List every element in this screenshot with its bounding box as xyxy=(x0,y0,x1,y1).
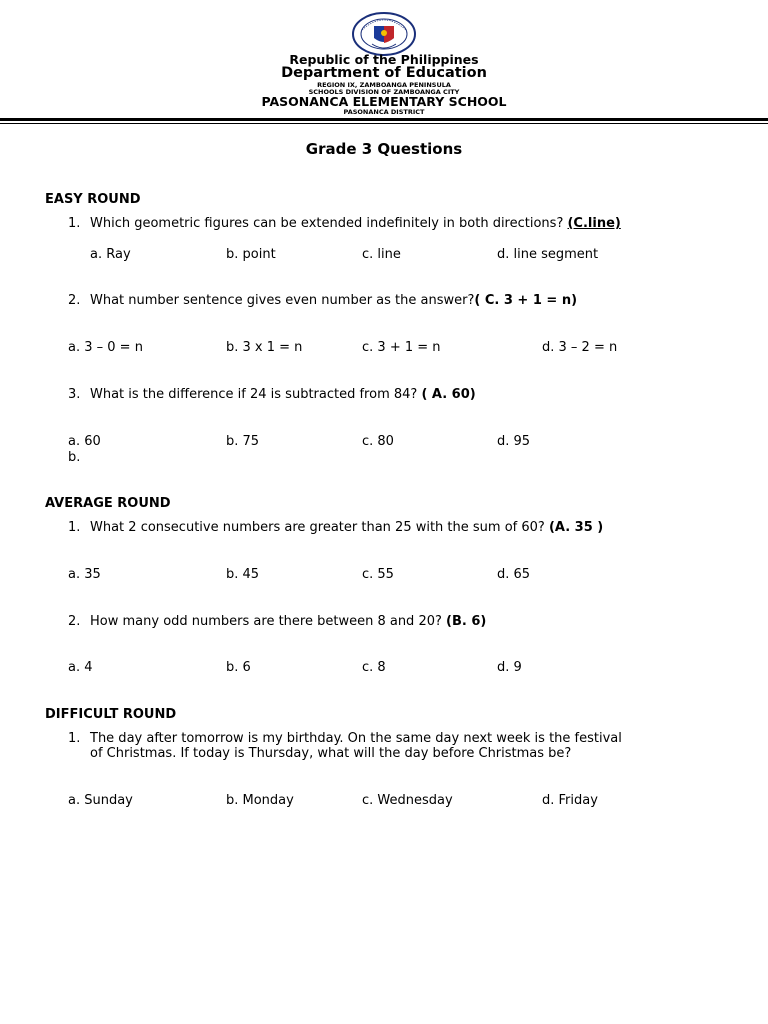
header-divider-thin xyxy=(0,123,768,124)
difficult-q1-option-b: b. Monday xyxy=(226,793,294,808)
department-heading: Department of Education xyxy=(281,65,487,81)
easy-round-heading: EASY ROUND xyxy=(45,192,141,207)
deped-seal-icon xyxy=(350,12,418,56)
region-line: REGION IX, ZAMBOANGA PENINSULA xyxy=(317,81,451,89)
page-title: Grade 3 Questions xyxy=(305,140,463,158)
average-q2-option-c: c. 8 xyxy=(362,660,386,675)
easy-q3-option-b: b. 75 xyxy=(226,434,260,449)
easy-q3-option-c: c. 80 xyxy=(362,434,394,449)
average-q2-question xyxy=(90,614,486,629)
difficult-q1-option-a: a. Sunday xyxy=(68,793,133,808)
average-q1-question xyxy=(90,520,603,535)
average-q2-answer: (B. 6) xyxy=(446,614,487,629)
republic-heading: Republic of the Philippines xyxy=(289,52,479,67)
easy-q1-question xyxy=(90,216,621,231)
easy-q2-option-b: b. 3 x 1 = n xyxy=(226,340,303,355)
average-q1-option-a: a. 35 xyxy=(68,567,101,582)
average-q2-text: How many odd numbers are there between 8 and 20? xyxy=(90,614,442,629)
header-divider xyxy=(0,118,768,121)
easy-q3-answer: ( A. 60) xyxy=(421,387,476,402)
easy-q1-option-a: a. Ray xyxy=(90,247,131,262)
easy-q2-option-a: a. 3 – 0 = n xyxy=(68,340,143,355)
easy-q3-text: What is the difference if 24 is subtracted from 84? xyxy=(90,387,418,402)
difficult-q1-text-line1: The day after tomorrow is my birthday. On the same day next week is the festival xyxy=(90,731,622,746)
easy-q1-option-c: c. line xyxy=(362,247,401,262)
average-q1-option-d: d. 65 xyxy=(497,567,531,582)
average-q2-option-a: a. 4 xyxy=(68,660,93,675)
district-line: PASONANCA DISTRICT xyxy=(343,108,425,116)
difficult-q1-option-c: c. Wednesday xyxy=(362,793,453,808)
easy-q3-question xyxy=(90,387,476,402)
division-line: SCHOOLS DIVISION OF ZAMBOANGA CITY xyxy=(308,88,460,96)
average-q1-option-c: c. 55 xyxy=(362,567,394,582)
easy-q2-question xyxy=(90,293,577,308)
difficult-q1-text-line2: of Christmas. If today is Thursday, what will the day before Christmas be? xyxy=(90,746,572,761)
difficult-q1-option-d: d. Friday xyxy=(542,793,598,808)
school-name: PASONANCA ELEMENTARY SCHOOL xyxy=(261,94,507,109)
average-round-heading: AVERAGE ROUND xyxy=(45,496,171,511)
easy-q1-option-d: d. line segment xyxy=(497,247,599,262)
average-q1-number: 1. xyxy=(68,520,81,535)
average-q2-option-d: d. 9 xyxy=(497,660,522,675)
easy-q2-option-c: c. 3 + 1 = n xyxy=(362,340,441,355)
average-q1-option-b: b. 45 xyxy=(226,567,260,582)
average-q2-number: 2. xyxy=(68,614,81,629)
average-q1-text: What 2 consecutive numbers are greater than 25 with the sum of 60? xyxy=(90,520,545,535)
easy-q2-number: 2. xyxy=(68,293,81,308)
difficult-q1-number: 1. xyxy=(68,731,81,746)
easy-q2-option-d: d. 3 – 2 = n xyxy=(542,340,618,355)
easy-q3-option-a: a. 60 xyxy=(68,434,101,449)
difficult-round-heading: DIFFICULT ROUND xyxy=(45,707,177,722)
average-q2-option-b: b. 6 xyxy=(226,660,251,675)
easy-q3-stray-label: b. xyxy=(68,450,81,465)
easy-q1-number: 1. xyxy=(68,216,81,231)
average-q1-answer: (A. 35 ) xyxy=(548,520,604,535)
easy-q1-answer: (C.line) xyxy=(567,216,621,231)
easy-q3-option-d: d. 95 xyxy=(497,434,531,449)
easy-q1-option-b: b. point xyxy=(226,247,276,262)
easy-q2-text: What number sentence gives even number as the answer? xyxy=(90,293,475,308)
easy-q3-number: 3. xyxy=(68,387,81,402)
easy-q1-text: Which geometric figures can be extended indefinitely in both directions? xyxy=(90,216,564,231)
easy-q2-answer: ( C. 3 + 1 = n) xyxy=(474,293,578,308)
